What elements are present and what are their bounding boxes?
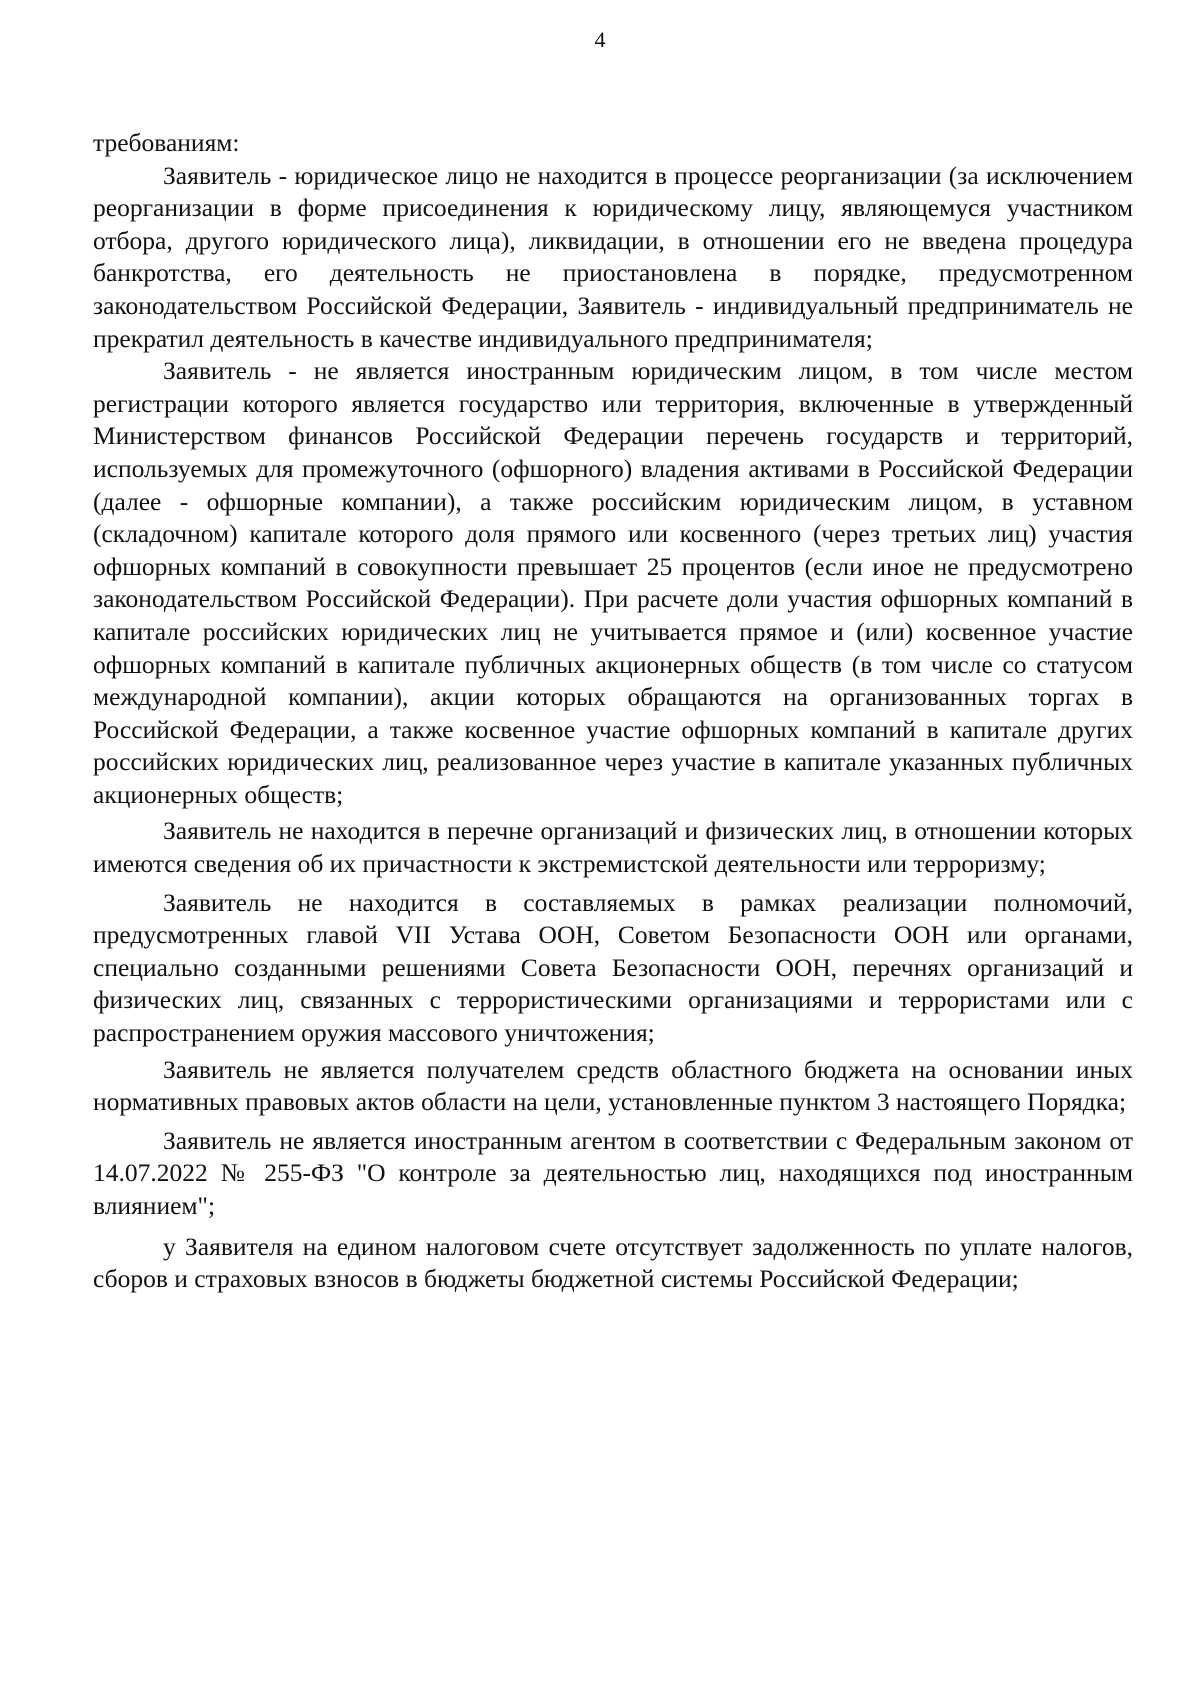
paragraph-tax-debt: у Заявителя на едином налоговом счете отсутствует задолженность по уплате налогов, сборов и страховых взносов в бюджеты бюджетной системы Российской Федерации; [93, 1231, 1133, 1294]
paragraph-continuation: требованиям: [93, 128, 240, 157]
page-number: 4 [594, 27, 606, 52]
paragraph-reorganization: Заявитель - юридическое лицо не находится в процессе реорганизации (за исключением реорганизации в форме присоединения к юридическому лицу, являющемуся участником отбора, другого юридического лица), ликвидации, в отношении его не введена процедура банкротства, его деятельность не приостановлена в порядке, предусмотренном законодательством Российской Федерации, Заявитель - индивидуальный предприниматель не прекратил деятельность в качестве индивидуального предпринимателя; [93, 160, 1133, 353]
paragraph-foreign-agent: Заявитель не является иностранным агентом в соответствии с Федеральным законом от 14.07.2022 № 255-ФЗ "О контроле за деятельностью лиц, находящихся под иностранным влиянием"; [93, 1125, 1133, 1220]
paragraph-offshore: Заявитель - не является иностранным юридическим лицом, в том числе местом регистрации которого является государство или территория, включенные в утвержденный Министерством финансов Российской Федерации перечень государств и территорий, используемых для промежуточного (офшорного) владения активами в Российской Федерации (далее - офшорные компании), а также российским юридическим лицом, в уставном (складочном) капитале которого доля прямого или косвенного (через третьих лиц) участия офшорных компаний в совокупности превышает 25 процентов (если иное не предусмотрено законодательством Российской Федерации). При расчете доли участия офшорных компаний в капитале российских юридических лиц не учитывается прямое и (или) косвенное участие офшорных компаний в капитале публичных акционерных обществ (в том числе со статусом международной компании), акции которых обращаются на организованных торгах в Российской Федерации, а также косвенное участие офшорных компаний в капитале других российских юридических лиц, реализованное через участие в капитале указанных публичных акционерных обществ; [93, 356, 1133, 809]
paragraph-un-sanctions: Заявитель не находится в составляемых в рамках реализации полномочий, предусмотренных главой VII Устава ООН, Советом Безопасности ООН или органами, специально созданными решениями Совета Безопасности ООН, перечнях организаций и физических лиц, связанных с террористическими организациями и террористами или с распространением оружия массового уничтожения; [93, 887, 1133, 1048]
document-body [93, 127, 1133, 1296]
paragraph-regional-budget: Заявитель не является получателем средств областного бюджета на основании иных нормативных правовых актов области на цели, установленные пунктом 3 настоящего Порядка; [93, 1054, 1133, 1117]
paragraph-extremism: Заявитель не находится в перечне организаций и физических лиц, в отношении которых имеются сведения об их причастности к экстремистской деятельности или терроризму; [93, 816, 1133, 879]
